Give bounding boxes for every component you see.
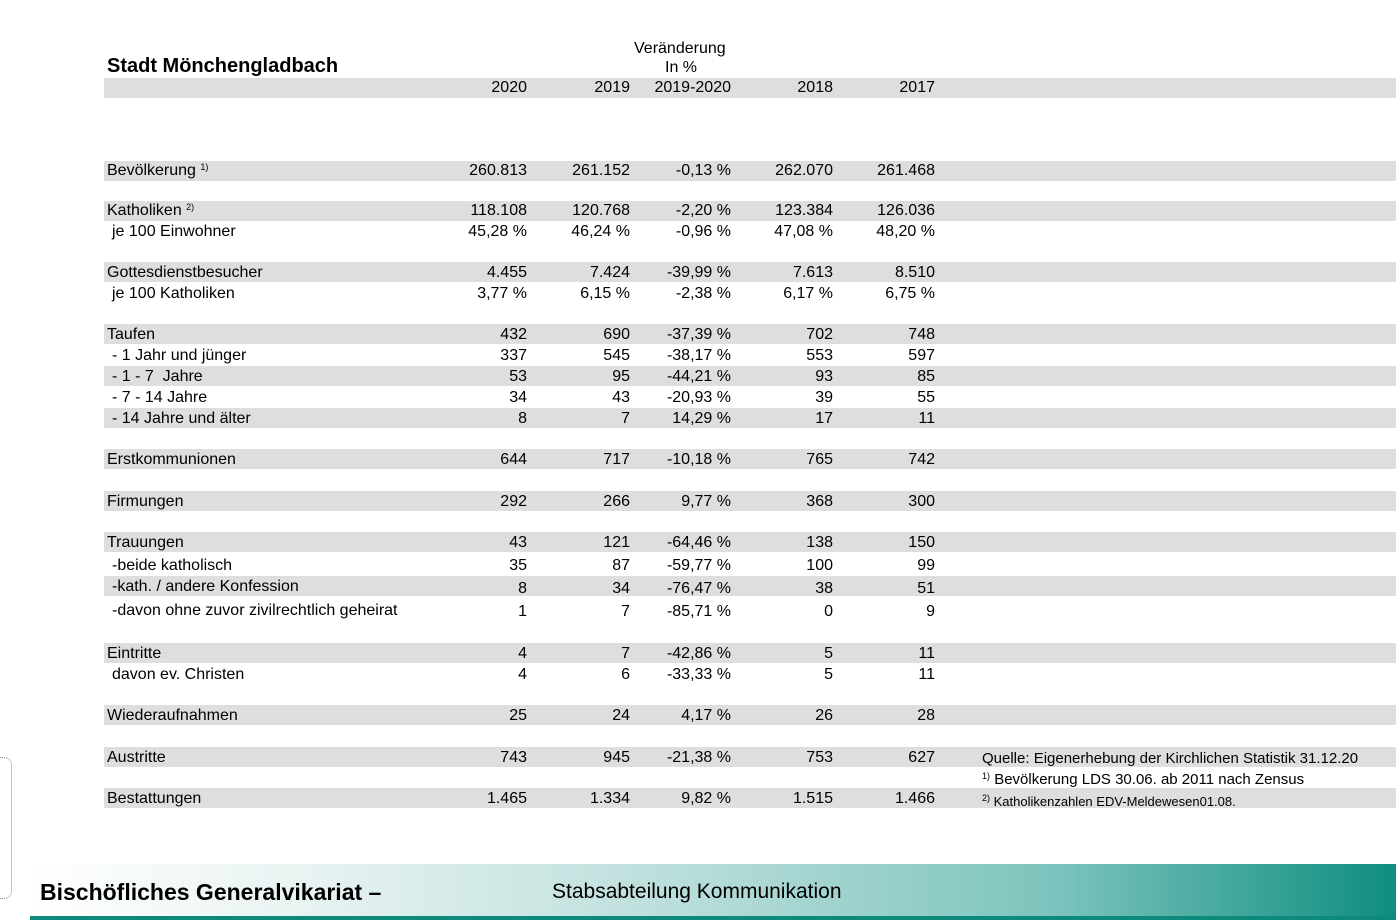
col-header-2018: 2018 xyxy=(797,79,833,96)
cell: 717 xyxy=(603,451,630,468)
cell: 138 xyxy=(806,534,833,551)
cell: 6,17 % xyxy=(783,285,833,302)
cell: 1.515 xyxy=(792,790,833,807)
row-label-gottesdienst: Gottesdienstbesucher xyxy=(107,264,263,281)
cell: 17 xyxy=(815,410,833,427)
cell: 120.768 xyxy=(572,202,630,219)
cell: 121 xyxy=(603,534,630,551)
cell: 3,77 % xyxy=(477,285,527,302)
row-label-bevoelkerung: Bevölkerung $^{1)}$ xyxy=(107,162,209,179)
cell: 7 xyxy=(621,410,630,427)
row-band xyxy=(104,201,1396,221)
col-header-2017: 2017 xyxy=(899,79,935,96)
row-label-ohne-zivilrechtlich: -davon ohne zuvor zivilrechtlich geheirat xyxy=(112,602,398,619)
row-label-wiederaufnahmen: Wiederaufnahmen xyxy=(107,707,238,724)
col-header-2020: 2020 xyxy=(491,79,527,96)
cell: 266 xyxy=(603,493,630,510)
row-band xyxy=(104,532,1396,552)
placeholder-frame xyxy=(0,757,12,899)
cell: 945 xyxy=(603,749,630,766)
footer-organization: Bischöfliches Generalvikariat – xyxy=(40,879,382,905)
cell: 1.466 xyxy=(894,790,935,807)
row-label-taufen-7-14: - 7 - 14 Jahre xyxy=(112,389,208,406)
cell: -59,77 % xyxy=(666,557,731,574)
row-band xyxy=(104,491,1396,511)
cell: 765 xyxy=(806,451,833,468)
row-band xyxy=(104,161,1396,181)
cell: 7 xyxy=(621,603,630,620)
cell: -20,93 % xyxy=(666,389,731,406)
cell: 11 xyxy=(918,645,935,662)
cell: -2,20 % xyxy=(675,202,731,219)
row-band xyxy=(104,408,1396,428)
cell: 7.424 xyxy=(589,264,630,281)
cell: 87 xyxy=(612,557,630,574)
cell: 26 xyxy=(815,707,833,724)
cell: 0 xyxy=(824,603,833,620)
cell: -37,39 % xyxy=(666,326,731,343)
col-header-change: 2019-2020 xyxy=(654,79,731,96)
cell: 43 xyxy=(509,534,527,551)
cell: 627 xyxy=(908,749,935,766)
cell: 150 xyxy=(908,534,935,551)
cell: -33,33 % xyxy=(666,666,731,683)
cell: 300 xyxy=(908,493,935,510)
cell: 262.070 xyxy=(775,162,833,179)
row-band xyxy=(104,643,1396,663)
cell: 748 xyxy=(908,326,935,343)
cell: -0,13 % xyxy=(675,162,731,179)
cell: -44,21 % xyxy=(666,368,731,385)
cell: 126.036 xyxy=(877,202,935,219)
cell: 6,75 % xyxy=(885,285,935,302)
footer-department: Stabsabteilung Kommunikation xyxy=(552,880,842,903)
cell: 6 xyxy=(621,666,630,683)
row-label-andere-konfession: -kath. / andere Konfession xyxy=(112,578,299,595)
change-header-line1: Veränderung xyxy=(634,40,726,57)
row-label-je100kath: je 100 Katholiken xyxy=(112,285,235,302)
row-band xyxy=(104,324,1396,344)
cell: 47,08 % xyxy=(774,223,833,240)
cell: 123.384 xyxy=(775,202,833,219)
cell: 11 xyxy=(918,666,935,683)
cell: 743 xyxy=(500,749,527,766)
footnote-marker: 1) xyxy=(200,162,209,172)
row-label-bestattungen: Bestattungen xyxy=(107,790,202,807)
cell: 8.510 xyxy=(894,264,935,281)
cell: 1.334 xyxy=(589,790,630,807)
cell: 100 xyxy=(806,557,833,574)
cell: 34 xyxy=(509,389,527,406)
row-label-beide-katholisch: -beide katholisch xyxy=(112,557,233,574)
change-header-line2: In % xyxy=(665,59,698,76)
row-label-eintritte: Eintritte xyxy=(107,645,162,662)
cell: 742 xyxy=(908,451,935,468)
cell: 644 xyxy=(500,451,527,468)
footnote-marker: 2) xyxy=(186,202,195,212)
cell: 9 xyxy=(926,603,935,620)
cell: 48,20 % xyxy=(876,223,935,240)
cell: 46,24 % xyxy=(571,223,630,240)
row-label-taufen-14plus: - 14 Jahre und älter xyxy=(112,410,251,427)
row-band xyxy=(104,449,1396,469)
cell: 4 xyxy=(518,645,527,662)
cell: -76,47 % xyxy=(666,580,731,597)
row-label-taufen-1-7: - 1 - 7 Jahre xyxy=(112,368,203,385)
row-label-austritte: Austritte xyxy=(107,749,166,766)
cell: 51 xyxy=(917,580,935,597)
cell: 9,82 % xyxy=(681,790,731,807)
row-label-trauungen: Trauungen xyxy=(107,534,184,551)
cell: 6,15 % xyxy=(580,285,630,302)
cell: 99 xyxy=(917,557,935,574)
cell: 545 xyxy=(603,347,630,364)
cell: 553 xyxy=(806,347,833,364)
cell: 368 xyxy=(806,493,833,510)
row-label-je100einwohner: je 100 Einwohner xyxy=(112,223,236,240)
cell: 1 xyxy=(518,603,527,620)
cell: 93 xyxy=(815,368,833,385)
cell: 35 xyxy=(509,557,527,574)
row-label-erstkommunionen: Erstkommunionen xyxy=(107,451,236,468)
cell: 4.455 xyxy=(486,264,527,281)
cell: 261.152 xyxy=(572,162,630,179)
cell: -21,38 % xyxy=(666,749,731,766)
cell: -2,38 % xyxy=(675,285,731,302)
col-header-2019: 2019 xyxy=(594,79,630,96)
cell: -0,96 % xyxy=(675,223,731,240)
cell: 55 xyxy=(917,389,935,406)
row-label-ev-christen: davon ev. Christen xyxy=(112,666,245,683)
header-band xyxy=(104,78,1396,98)
row-label-katholiken: Katholiken $^{2)}$ xyxy=(107,202,195,219)
cell: 337 xyxy=(500,347,527,364)
cell: 43 xyxy=(612,389,630,406)
cell: 5 xyxy=(824,666,833,683)
cell: 24 xyxy=(612,707,630,724)
cell: 1.465 xyxy=(486,790,527,807)
cell: 5 xyxy=(824,645,833,662)
cell: 260.813 xyxy=(469,162,527,179)
cell: 25 xyxy=(509,707,527,724)
cell: 597 xyxy=(908,347,935,364)
cell: -38,17 % xyxy=(666,347,731,364)
cell: 7 xyxy=(621,645,630,662)
cell: 28 xyxy=(917,707,935,724)
cell: 8 xyxy=(518,410,527,427)
source-note: Quelle: Eigenerhebung der Kirchlichen Statistik 31.12.20 xyxy=(982,750,1359,767)
row-label-taufen: Taufen xyxy=(107,326,156,343)
footnote-2: $^{2)}$ Katholikenzahlen EDV-Meldewesen01.08. xyxy=(982,793,1236,809)
page-title: Stadt Mönchengladbach xyxy=(107,55,339,77)
footer-line xyxy=(30,916,1396,920)
cell: 118.108 xyxy=(470,202,527,219)
cell: 39 xyxy=(815,389,833,406)
cell: 85 xyxy=(917,368,935,385)
cell: 690 xyxy=(603,326,630,343)
cell: 4 xyxy=(518,666,527,683)
cell: 8 xyxy=(518,580,527,597)
cell: -10,18 % xyxy=(666,451,731,468)
cell: 9,77 % xyxy=(681,493,731,510)
row-band xyxy=(104,705,1396,725)
cell: -85,71 % xyxy=(666,603,731,620)
cell: 38 xyxy=(815,580,833,597)
cell: 292 xyxy=(500,493,527,510)
row-label-taufen-1jahr: - 1 Jahr und jünger xyxy=(112,347,247,364)
cell: -64,46 % xyxy=(666,534,731,551)
row-label-firmungen: Firmungen xyxy=(107,493,184,510)
cell: 432 xyxy=(500,326,527,343)
cell: 14,29 % xyxy=(672,410,731,427)
cell: 261.468 xyxy=(877,162,935,179)
cell: -42,86 % xyxy=(666,645,731,662)
cell: 95 xyxy=(612,368,630,385)
row-band xyxy=(104,262,1396,282)
cell: 53 xyxy=(509,368,527,385)
cell: 702 xyxy=(806,326,833,343)
cell: -39,99 % xyxy=(666,264,731,281)
cell: 11 xyxy=(918,410,935,427)
row-band xyxy=(104,366,1396,386)
cell: 4,17 % xyxy=(681,707,731,724)
cell: 7.613 xyxy=(792,264,833,281)
cell: 34 xyxy=(612,580,630,597)
cell: 45,28 % xyxy=(468,223,527,240)
cell: 753 xyxy=(806,749,833,766)
footnote-1: $^{1)}$ Bevölkerung LDS 30.06. ab 2011 nach Zensus xyxy=(982,771,1305,788)
